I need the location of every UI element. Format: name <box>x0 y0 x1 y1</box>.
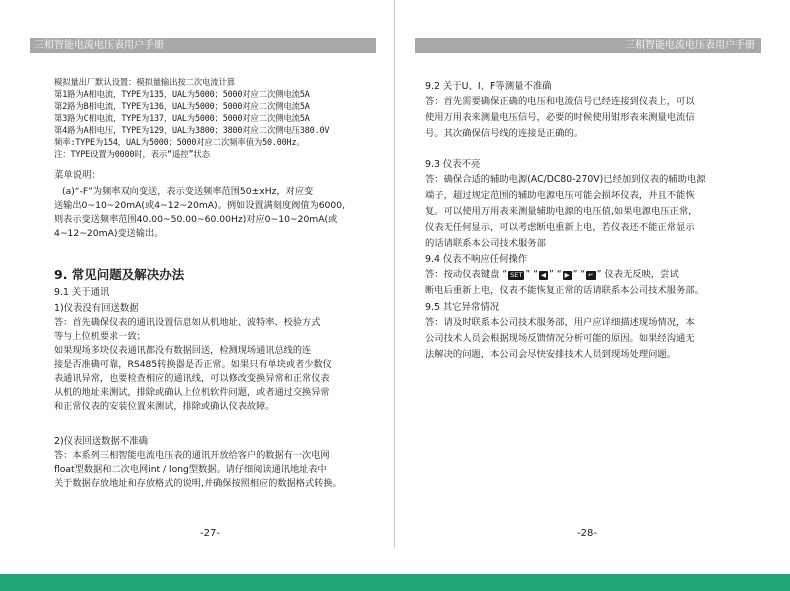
item-1-answer <box>54 316 372 414</box>
s94-answer <box>425 267 758 299</box>
answer-line: 答：首先确保仪表的通讯设置信息如从机地址、波特率、校验方式 <box>54 317 321 328</box>
right-page <box>395 0 790 548</box>
answer-line: float型数据和二次电网int / long型数据。请仔细阅读通讯地址表中 <box>54 464 327 475</box>
analog-line: 第1路为A相电流，TYPE为135，UAL为5000；5000对应二次侧电流5A <box>54 89 310 99</box>
s94-separator: ” “ <box>572 269 586 281</box>
answer-line: 法解决的问题，本公司会尽快安排技术人员到现场处理问题。 <box>425 348 677 360</box>
subsection-9-1-title: 9.1 关于通讯 <box>54 287 110 298</box>
answer-line: 和正常仪表的安装位置来测试，排除或确认仪表故障。 <box>54 401 275 412</box>
answer-line: 的话请联系本公司技术服务部 <box>425 237 546 249</box>
s94-separator: ” “ <box>525 269 538 281</box>
s94-prefix: 答：按动仪表键盘 “ <box>425 269 508 281</box>
analog-line: 注：TYPE设置为0000时，表示“遥控”状态 <box>54 149 210 159</box>
answer-line: 端子，超过规定范围的辅助电源电压可能会损坏仪表，并且不能恢 <box>425 190 695 202</box>
left-arrow-key-icon: ◀ <box>540 271 546 280</box>
subsection-9-5-title: 9.5 其它异常情况 <box>425 301 500 313</box>
menu-note-line: 送输出0~10~20mA(或4~12~20mA)。例如设置满刻度阀值为6000, <box>54 200 345 211</box>
answer-line: 号。其次确保信号线的连接是正确的。 <box>425 127 584 139</box>
subsection-9-2-title: 9.2 关于U、I、F等测量不准确 <box>425 81 552 92</box>
analog-settings-block <box>54 76 372 160</box>
menu-note-heading: 菜单说明： <box>54 170 101 181</box>
analog-line: 模拟量出厂默认设置：模拟量输出按二次电流计算 <box>54 77 235 87</box>
set-key-icon: SET <box>510 271 523 280</box>
answer-line: 断电后重新上电，仪表不能恢复正常的话请联系本公司技术服务部。 <box>425 285 704 297</box>
answer-line: 答：确保合适的辅助电源(AC/DC80-270V)已经加到仪表的辅助电源 <box>425 174 706 186</box>
answer-line: 表通讯异常，也要检查相应的通讯线，可以修改变换异常和正常仪表 <box>54 373 330 384</box>
answer-line: 等与上位机要求一致； <box>54 331 146 342</box>
item-2-answer <box>54 449 372 491</box>
menu-note-line: 则表示变送频率范围40.00~50.00~60.00Hz)对应0~10~20mA(或 <box>54 214 338 225</box>
page-number: -27- <box>200 528 220 539</box>
menu-note-line: 4~12~20mA)变送输出。 <box>54 228 164 239</box>
s95-answer <box>425 315 758 362</box>
s94-suffix: ” 仪表无反映，尝试 <box>596 269 679 281</box>
answer-line: 使用万用表来测量电压信号，必要的时候使用钳形表来测量电流信 <box>425 111 695 123</box>
answer-line: 关于数据存放地址和存放格式的说明,并确保按照相应的数据格式转换。 <box>54 478 342 489</box>
answer-line: 如果现场多块仪表通讯都没有数据回送，检测现场通讯总线的连 <box>54 345 312 356</box>
section-title: 9. 常见问题及解决办法 <box>54 267 185 282</box>
right-content <box>425 79 758 362</box>
item-2-title: 2)仪表回送数据不准确 <box>54 436 148 447</box>
menu-note-line: (a)“-F”为频率双向变送，表示变送频率范围50±xHz，对应变 <box>62 186 314 197</box>
analog-line: 频率:TYPE为154，UAL为5000；5000对应二次频率值为50.00Hz。 <box>54 137 305 147</box>
left-header-bar: 三相智能电流电压表用户手册 <box>30 38 376 53</box>
s92-answer <box>425 94 758 141</box>
answer-line: 答：请及时联系本公司技术服务部，用户应详细描述现场情况，本 <box>425 316 695 328</box>
answer-line: 答：首先需要确保正确的电压和电流信号已经连接到仪表上，可以 <box>425 96 695 107</box>
analog-line: 第3路为C相电流，TYPE为137，UAL为5000；5000对应二次侧电流5A <box>54 113 310 123</box>
analog-line: 第2路为B相电流，TYPE为136，UAL为5000；5000对应二次侧电流5A <box>54 101 310 111</box>
item-1-title: 1)仪表没有回送数据 <box>54 303 139 314</box>
footer-band <box>0 574 790 591</box>
analog-line: 第4路为A相电压，TYPE为129，UAL为3800；3800对应二次侧电压380.0V <box>54 125 330 135</box>
right-header-bar: 三相智能电流电压表用户手册 <box>415 38 761 53</box>
page-number: -28- <box>577 528 597 539</box>
right-arrow-key-icon: ▶ <box>564 271 570 280</box>
answer-line: 复。可以使用万用表来测量辅助电源的电压值,如果电源电压正常, <box>425 205 692 217</box>
s93-answer <box>425 172 758 251</box>
menu-note-block <box>54 185 372 241</box>
answer-line: 公司技术人员会根据现场反馈情况分析可能的原因。如果经沟通无 <box>425 332 695 344</box>
subsection-9-4-title: 9.4 仪表不响应任何操作 <box>425 254 528 266</box>
left-page <box>0 0 395 548</box>
left-content <box>54 76 372 491</box>
s94-separator: ” “ <box>548 269 562 281</box>
answer-line: 从机的地址来测试，排除或确认上位机软件问题，或者通过交换异常 <box>54 387 330 398</box>
subsection-9-3-title: 9.3 仪表不亮 <box>425 159 481 171</box>
enter-key-icon: ↵ <box>588 271 594 280</box>
answer-line <box>425 267 758 283</box>
answer-line: 答：本系列三相智能电流电压表的通讯开放给客户的数据有一次电网 <box>54 450 330 461</box>
answer-line: 仪表无任何显示，可以考虑断电重新上电，若仪表还不能正常显示 <box>425 221 695 233</box>
answer-line: 接是否准确可靠，RS485转换器是否正常。如果只有单块或者少数仪 <box>54 359 332 370</box>
